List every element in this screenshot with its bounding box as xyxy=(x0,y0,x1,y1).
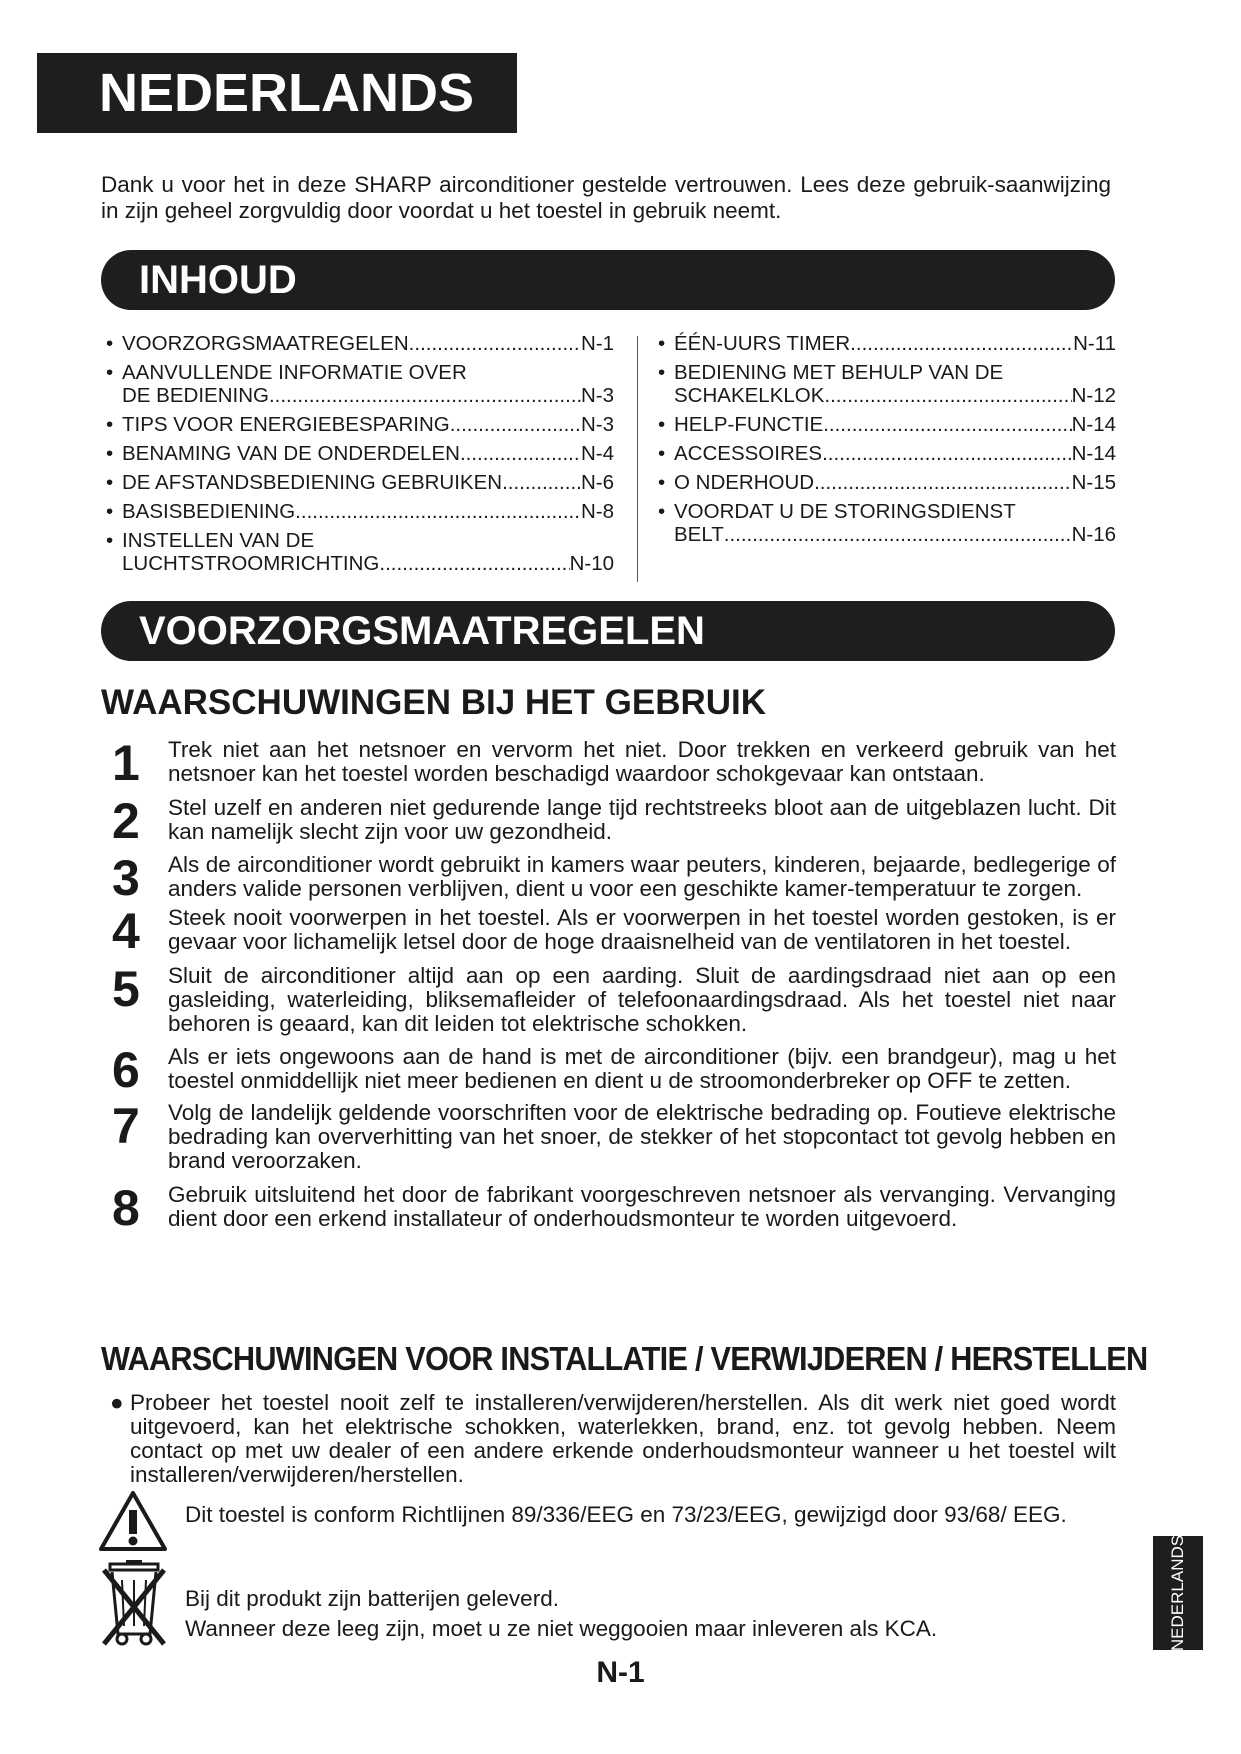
intro-text: Dank u voor het in deze SHARP airconditioner gestelde vertrouwen. Lees deze gebruik-saanwijzing in zijn geheel zorgvuldig door voordat u het toestel in gebruik neemt. xyxy=(101,172,1111,223)
toc-item xyxy=(106,442,614,465)
toc-page-number: N-8 xyxy=(580,500,614,523)
warning-number: 1 xyxy=(112,735,140,791)
toc-item xyxy=(106,413,614,436)
warning-triangle-icon xyxy=(98,1490,168,1557)
toc-page-number: N-10 xyxy=(569,552,614,575)
toc-item xyxy=(658,413,1116,436)
bullet-icon: • xyxy=(658,442,666,465)
toc-item xyxy=(658,332,1116,355)
toc-item xyxy=(106,529,614,575)
bullet-icon: • xyxy=(106,500,114,523)
install-warning-text: Probeer het toestel nooit zelf te installeren/verwijderen/herstellen. Als dit werk niet goed wordt uitgevoerd, kan het elektrische schokken, waterlekken, brand, enz. tot gevolg hebben. Neem contact op met uw dealer of een andere erkende onderhoudsmonteur wanneer u het toestel wilt installeren/verwijderen/herstellen. xyxy=(130,1390,1116,1487)
toc-leader-dots xyxy=(460,442,581,465)
toc-page-number: N-15 xyxy=(1071,471,1116,494)
warning-text: Steek nooit voorwerpen in het toestel. Als er voorwerpen in het toestel worden gestoken, is er gevaar voor lichamelijk letsel door de hoge draaisnelheid van de ventilatoren in het toestel. xyxy=(168,905,1116,954)
bullet-icon: • xyxy=(106,332,114,355)
toc-page-number: N-16 xyxy=(1071,523,1116,546)
bullet-icon: • xyxy=(658,500,666,523)
bullet-icon: • xyxy=(106,442,114,465)
install-warning xyxy=(110,1391,1116,1487)
bullet-icon: • xyxy=(658,413,666,436)
toc-leader-dots xyxy=(295,500,581,523)
toc-item-title-line: VOORDAT U DE STORINGSDIENST xyxy=(674,500,1016,523)
bullet-icon: • xyxy=(106,361,114,384)
warning-text: Sluit de airconditioner altijd aan op een aarding. Sluit de aardingsdraad niet aan op een gasleiding, waterleiding, bliksemafleider of telefoonaardingsdraad. Als het toestel niet naar behoren is geaard, kan dit leiden tot elektrische schokken. xyxy=(168,963,1116,1036)
toc-leader-dots xyxy=(379,552,569,575)
toc-item-title: BASISBEDIENING xyxy=(122,500,296,523)
crossed-bin-icon xyxy=(102,1560,166,1651)
bullet-icon: ● xyxy=(110,1390,124,1415)
toc-item-title: DE BEDIENING xyxy=(122,384,269,407)
toc-page-number: N-14 xyxy=(1071,442,1116,465)
warning-item xyxy=(106,850,1116,906)
warning-list xyxy=(106,735,1116,1236)
toc-item-title-line: BEDIENING MET BEHULP VAN DE xyxy=(674,361,1004,384)
toc-left-column xyxy=(106,332,614,581)
toc-leader-dots xyxy=(269,384,581,407)
toc-leader-dots xyxy=(824,384,1071,407)
toc-page-number: N-3 xyxy=(580,413,614,436)
warning-item xyxy=(106,1180,1116,1236)
warning-number: 8 xyxy=(112,1180,140,1236)
warning-text: Volg de landelijk geldende voorschriften voor de elektrische bedrading op. Foutieve elektrische bedrading kan oververhitting van het snoer, de stekker of het stopcontact tot gevolg hebben en brand veroorzaken. xyxy=(168,1100,1116,1173)
bullet-icon: • xyxy=(658,471,666,494)
toc-item xyxy=(658,471,1116,494)
toc-item xyxy=(106,332,614,355)
toc-leader-dots xyxy=(409,332,581,355)
toc-leader-dots xyxy=(850,332,1073,355)
bullet-icon: • xyxy=(106,471,114,494)
warning-item xyxy=(106,793,1116,849)
warning-text: Trek niet aan het netsnoer en vervorm het niet. Door trekken en verkeerd gebruik van het netsnoer kan het toestel worden beschadigd waardoor schokgevaar kan ontstaan. xyxy=(168,737,1116,786)
page-number: N-1 xyxy=(596,1656,645,1689)
toc-item xyxy=(658,500,1116,546)
warning-number: 5 xyxy=(112,961,140,1017)
bullet-icon: • xyxy=(658,332,666,355)
toc-page-number: N-14 xyxy=(1071,413,1116,436)
toc-heading: INHOUD xyxy=(101,250,1115,310)
toc-page-number: N-12 xyxy=(1071,384,1116,407)
toc-item-title: LUCHTSTROOMRICHTING xyxy=(122,552,380,575)
bullet-icon: • xyxy=(106,413,114,436)
warning-number: 7 xyxy=(112,1098,140,1154)
warning-number: 3 xyxy=(112,850,140,906)
toc-page-number: N-1 xyxy=(580,332,614,355)
language-side-tab xyxy=(1153,1536,1203,1650)
toc-page-number: N-11 xyxy=(1073,332,1116,355)
warning-number: 6 xyxy=(112,1042,140,1098)
toc-item xyxy=(658,361,1116,407)
precautions-heading: VOORZORGSMAATREGELEN xyxy=(101,601,1115,661)
warning-item xyxy=(106,735,1116,791)
toc-page-number: N-6 xyxy=(580,471,614,494)
toc-leader-dots xyxy=(502,471,581,494)
toc-item-title: BENAMING VAN DE ONDERDELEN xyxy=(122,442,460,465)
toc-item-title-line: AANVULLENDE INFORMATIE OVER xyxy=(122,361,467,384)
toc-leader-dots xyxy=(822,442,1071,465)
toc-leader-dots xyxy=(450,413,581,436)
warning-item xyxy=(106,903,1116,959)
toc-item-title: TIPS VOOR ENERGIEBESPARING xyxy=(122,413,450,436)
language-banner: NEDERLANDS xyxy=(37,53,517,133)
toc-item xyxy=(106,471,614,494)
warning-number: 4 xyxy=(112,903,140,959)
toc-item-title: HELP-FUNCTIE xyxy=(674,413,824,436)
install-warnings-heading: WAARSCHUWINGEN VOOR INSTALLATIE / VERWIJDEREN / HERSTELLEN xyxy=(101,1340,1148,1377)
toc-item-title-line: INSTELLEN VAN DE xyxy=(122,529,315,552)
toc-item-title: ÉÉN-UURS TIMER xyxy=(674,332,851,355)
toc-item xyxy=(658,442,1116,465)
toc-item-title: ACCESSOIRES xyxy=(674,442,823,465)
warning-text: Als de airconditioner wordt gebruikt in kamers waar peuters, kinderen, bejaarde, bedlegerige of anders valide personen verblijven, dient u voor een geschikte kamer-temperatuur te zorgen. xyxy=(168,852,1116,901)
toc-divider xyxy=(637,336,638,582)
warning-text: Gebruik uitsluitend het door de fabrikant voorgeschreven netsnoer als vervanging. Vervanging dient door een erkend installateur of onderhoudsmonteur te worden uitgevoerd. xyxy=(168,1182,1116,1231)
toc-item-title: VOORZORGSMAATREGELEN xyxy=(122,332,409,355)
toc-right-column xyxy=(658,332,1116,552)
toc-page-number: N-3 xyxy=(580,384,614,407)
toc-leader-dots xyxy=(814,471,1071,494)
toc-item xyxy=(106,361,614,407)
warning-text: Als er iets ongewoons aan de hand is met de airconditioner (bijv. een brandgeur), mag u het toestel onmiddellijk niet meer bedienen en dient u de stroomonderbreker op OFF te zetten. xyxy=(168,1044,1116,1093)
toc-page-number: N-4 xyxy=(580,442,614,465)
toc-leader-dots xyxy=(724,523,1072,546)
warning-item xyxy=(106,961,1116,1036)
warning-item xyxy=(106,1042,1116,1098)
language-side-tab-label: NEDERLANDS xyxy=(1168,1534,1188,1652)
battery-notice-line-2: Wanneer deze leeg zijn, moet u ze niet weggooien maar inleveren als KCA. xyxy=(185,1616,938,1641)
toc-item-title: BELT xyxy=(674,523,724,546)
toc-leader-dots xyxy=(823,413,1071,436)
battery-notice xyxy=(185,1586,1115,1642)
warning-number: 2 xyxy=(112,793,140,849)
toc-item xyxy=(106,500,614,523)
toc-item-title: O NDERHOUD xyxy=(674,471,815,494)
usage-warnings-heading: WAARSCHUWINGEN BIJ HET GEBRUIK xyxy=(101,683,767,722)
battery-notice-line-1: Bij dit produkt zijn batterijen geleverd. xyxy=(185,1586,559,1611)
toc-item-title: DE AFSTANDSBEDIENING GEBRUIKEN xyxy=(122,471,503,494)
conformity-notice: Dit toestel is conform Richtlijnen 89/336/EEG en 73/23/EEG, gewijzigd door 93/68/ EEG. xyxy=(185,1502,1067,1527)
bullet-icon: • xyxy=(658,361,666,384)
bullet-icon: • xyxy=(106,529,114,552)
warning-item xyxy=(106,1098,1116,1173)
warning-text: Stel uzelf en anderen niet gedurende lange tijd rechtstreeks bloot aan de uitgeblazen lucht. Dit kan namelijk slecht zijn voor uw gezondheid. xyxy=(168,795,1116,844)
toc-item-title: SCHAKELKLOK xyxy=(674,384,825,407)
